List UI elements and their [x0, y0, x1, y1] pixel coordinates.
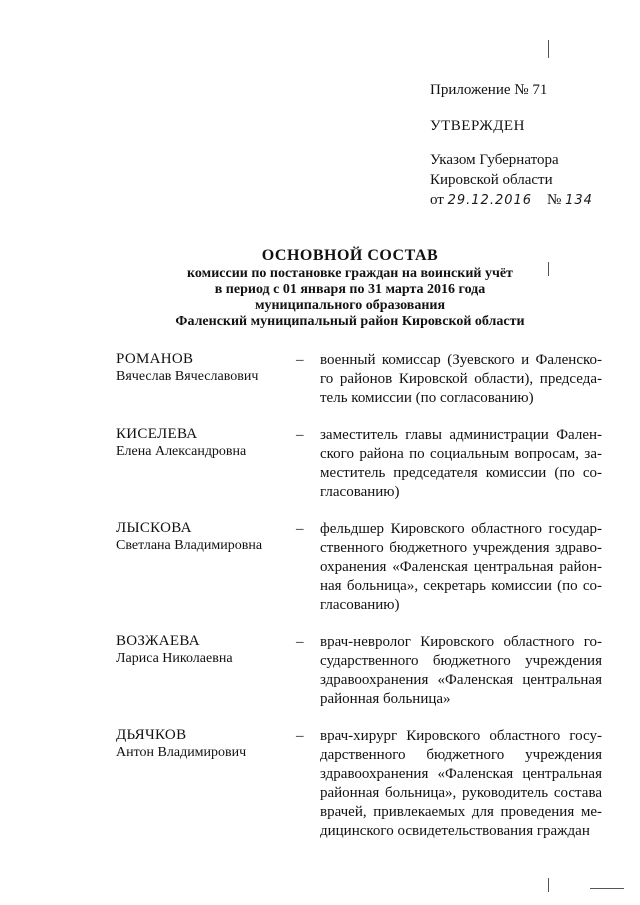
- member-name: [116, 520, 296, 615]
- handwritten-number: 134: [565, 193, 593, 208]
- member-name: [116, 727, 296, 841]
- member-surname: КИСЕЛЕВА: [116, 426, 198, 442]
- member-role: военный комиссар (Зуевского и Фаленско-го районов Кировской области), председа-тель комиссии (по согласованию): [320, 352, 602, 406]
- member-name: [116, 633, 296, 709]
- document-title-block: [0, 246, 640, 330]
- member-surname: РОМАНОВ: [116, 351, 194, 367]
- member-dash: –: [296, 634, 304, 650]
- decree-line-2: Кировской области: [430, 172, 553, 188]
- scan-artifact-mark: [590, 888, 624, 889]
- member-entry: [116, 426, 606, 502]
- document-subtitle-line-4: Фаленский муниципальный район Кировской области: [175, 314, 525, 329]
- member-entry: [116, 520, 606, 615]
- member-dash: –: [296, 728, 304, 744]
- number-prefix: №: [547, 192, 562, 208]
- member-entry: [116, 633, 606, 709]
- decree-line-1: Указом Губернатора: [430, 152, 559, 168]
- member-entry: [116, 351, 606, 408]
- member-entry: [116, 727, 606, 841]
- member-given-name: Лариса Николаевна: [116, 651, 233, 666]
- member-dash: –: [296, 427, 304, 443]
- appendix-label: Приложение № 71: [430, 82, 548, 98]
- scan-artifact-mark: [548, 878, 549, 892]
- date-prefix: от: [430, 192, 444, 208]
- member-surname: ДЬЯЧКОВ: [116, 727, 187, 743]
- scan-artifact-mark: [548, 40, 549, 58]
- decree-date-line: [430, 190, 593, 211]
- member-surname: ЛЫСКОВА: [116, 520, 192, 536]
- members-list: [116, 351, 606, 859]
- member-dash: –: [296, 352, 304, 368]
- member-role: врач-хирург Кировского областного госу-дарственного бюджетного учреждения здравоохранения «Фаленская центральная районная больница», руководитель состава врачей, привлекаемых для проведения ме-дицинского освидетельствования граждан: [320, 728, 602, 839]
- approved-label: УТВЕРЖДЕН: [430, 118, 525, 134]
- member-given-name: Елена Александровна: [116, 444, 247, 459]
- member-name: [116, 351, 296, 408]
- member-role: врач-невролог Кировского областного го-сударственного бюджетного учреждения здравоохранения «Фаленская центральная районная больница»: [320, 634, 602, 707]
- document-subtitle-line-2: в период с 01 января по 31 марта 2016 года: [214, 282, 486, 297]
- document-subtitle-line-3: муниципального образования: [254, 298, 446, 313]
- member-role: фельдшер Кировского областного государ-ственного бюджетного учреждения здраво-охранения «Фаленская центральная район-ная больница», секретарь комиссии (по со-гласованию): [320, 521, 602, 613]
- member-surname: ВОЗЖАЕВА: [116, 633, 200, 649]
- decree-block: [430, 150, 593, 211]
- document-title: ОСНОВНОЙ СОСТАВ: [261, 247, 439, 264]
- member-dash: –: [296, 521, 304, 537]
- document-subtitle-line-1: комиссии по постановке граждан на воинский учёт: [187, 266, 513, 281]
- member-given-name: Вячеслав Вячеславович: [116, 369, 259, 384]
- member-name: [116, 426, 296, 502]
- handwritten-date: 29.12.2016: [447, 193, 533, 208]
- scan-artifact-mark: [548, 262, 549, 276]
- member-given-name: Светлана Владимировна: [116, 538, 263, 553]
- member-given-name: Антон Владимирович: [116, 745, 247, 760]
- member-role: заместитель главы администрации Фален-ского района по социальным вопросам, за-меститель председателя комиссии (по со-гласованию): [320, 427, 602, 500]
